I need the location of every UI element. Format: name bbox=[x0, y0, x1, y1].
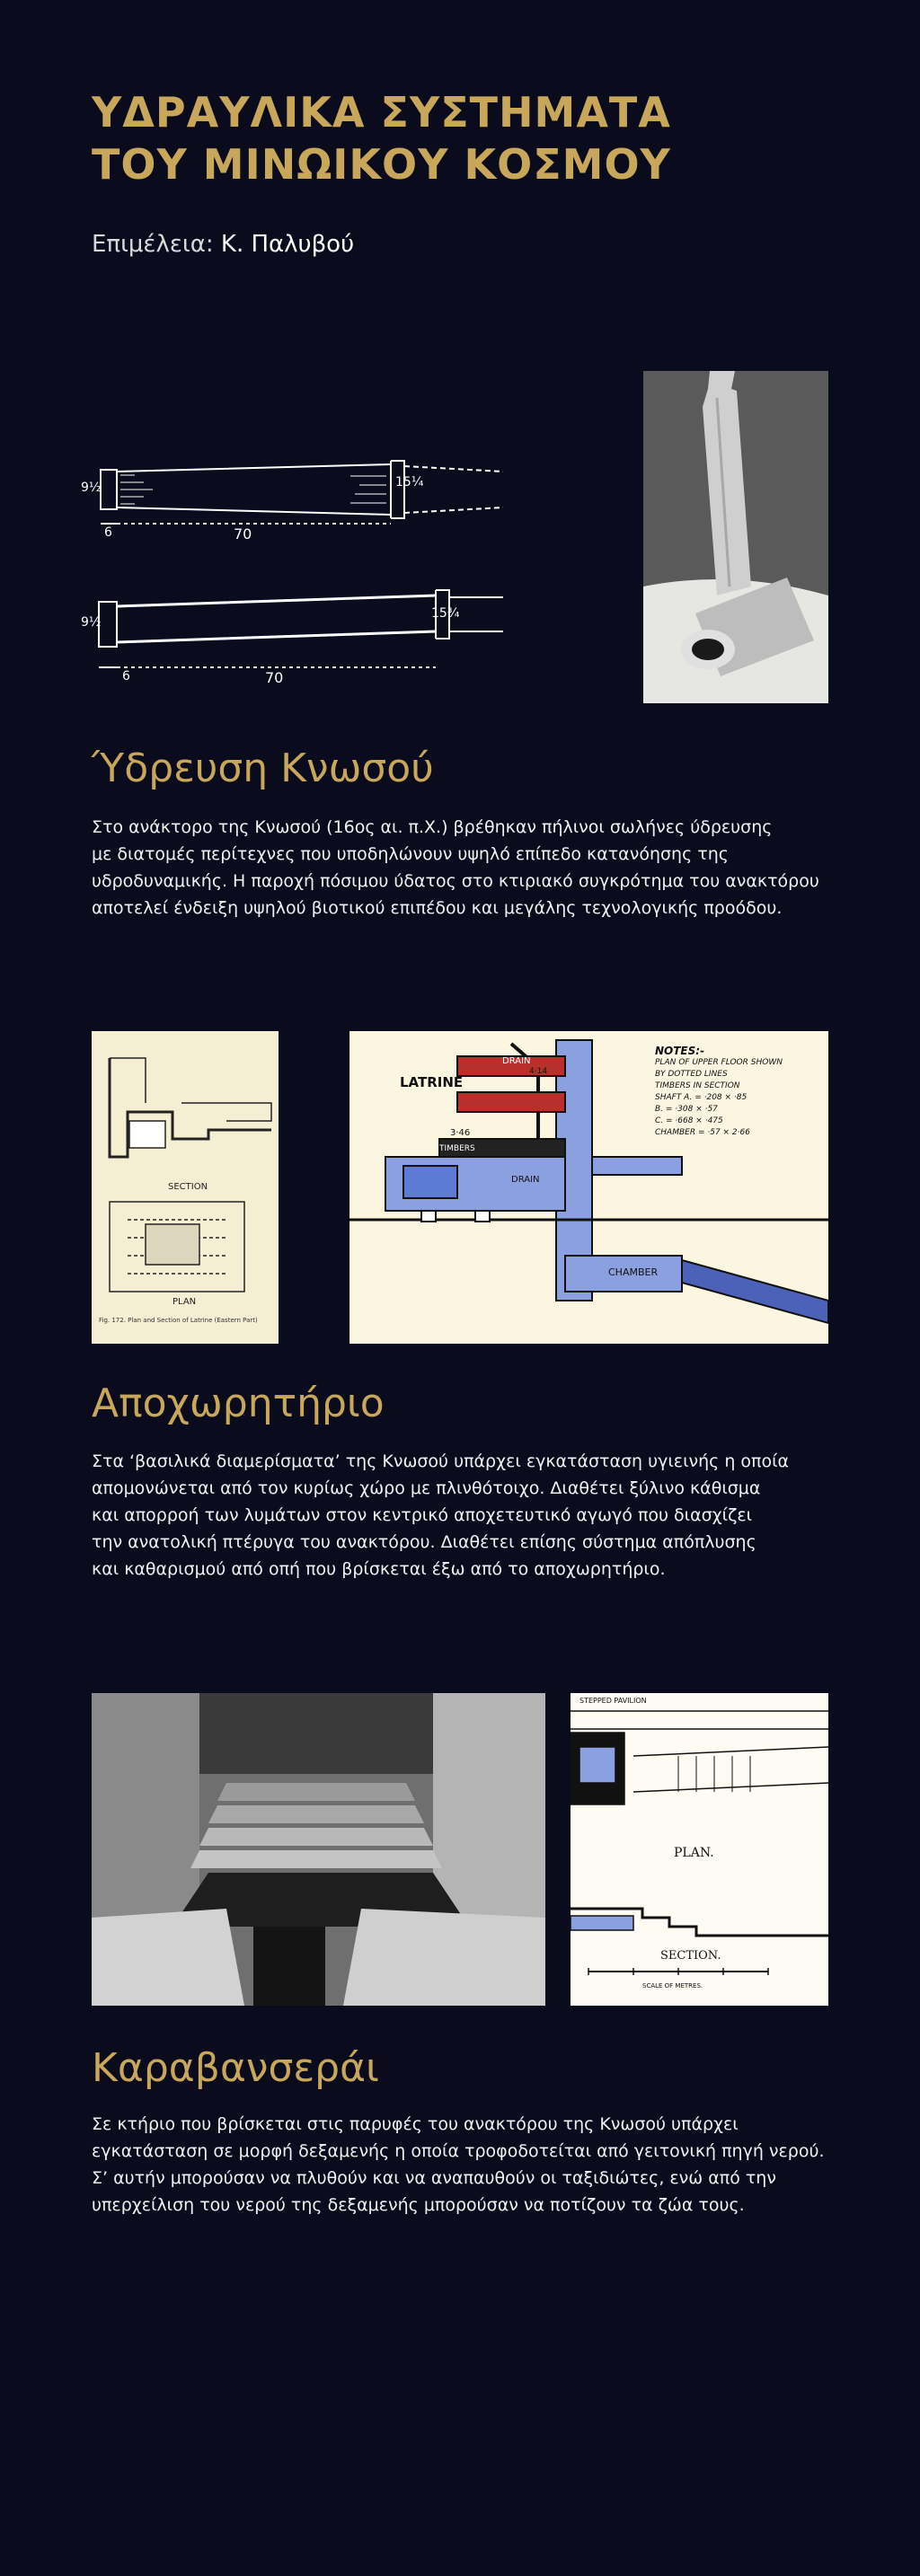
dim-offset-top: 6 bbox=[104, 525, 112, 540]
drawing-notes bbox=[655, 1045, 826, 1139]
figure-caption: Fig. 172. Plan and Section of Latrine (Eastern Part) bbox=[99, 1317, 258, 1324]
clay-pipe-photo bbox=[643, 371, 828, 703]
dim-left-bottom: 9½ bbox=[81, 615, 102, 630]
editor-name: Κ. Παλυβού bbox=[220, 231, 355, 258]
text-line: με διατομές περίτεχνες που υποδηλώνουν υψηλό επίπεδο κατανόησης της bbox=[92, 844, 729, 864]
dim-length-bottom: 70 bbox=[265, 669, 284, 686]
text-line: και απορροή των λυμάτων στον κεντρικό αποχετευτικό αγωγό που διασχίζει bbox=[92, 1505, 753, 1525]
label-dimension: 3·46 bbox=[450, 1128, 471, 1138]
label-timbers: TIMBERS bbox=[439, 1144, 475, 1153]
text-line: Στο ανάκτορο της Κνωσού (16ος αι. π.Χ.) βρέθηκαν πήλινοι σωλήνες ύδρευσης bbox=[92, 817, 773, 837]
note-line: SHAFT A. = ·208 × ·85 bbox=[655, 1093, 748, 1102]
note-line: C. = ·668 × ·475 bbox=[655, 1116, 723, 1125]
editor-credit bbox=[92, 231, 354, 258]
dim-offset-bottom: 6 bbox=[122, 669, 130, 684]
note-line: BY DOTTED LINES bbox=[655, 1070, 728, 1079]
notes-title: NOTES:- bbox=[655, 1045, 705, 1057]
label-drain-top: DRAIN bbox=[502, 1056, 531, 1066]
text-line: την ανατολική πτέρυγα του ανακτόρου. Διαθέτει επίσης σύστημα απόπλυσης bbox=[92, 1532, 756, 1552]
editor-label: Επιμέλεια: bbox=[92, 231, 214, 258]
text-line: υδροδυναμικής. Η παροχή πόσιμου ύδατος στο κτιριακό συγκρότημα του ανακτόρου bbox=[92, 871, 819, 891]
note-line: PLAN OF UPPER FLOOR SHOWN bbox=[655, 1058, 783, 1067]
dim-right-bottom: 15¾ bbox=[431, 606, 460, 621]
label-stepped-pavilion: STEPPED PAVILION bbox=[579, 1697, 647, 1705]
text-line: Στα ‘βασιλικά διαμερίσματα’ της Κνωσού υπάρχει εγκατάσταση υγιεινής η οποία bbox=[92, 1451, 790, 1471]
text-line: απομονώνεται από τον κυρίως χώρο με πλινθότοιχο. Διαθέτει ξύλινο κάθισμα bbox=[92, 1478, 761, 1498]
note-line: TIMBERS IN SECTION bbox=[655, 1081, 740, 1090]
title-line-2: ΤΟΥ ΜΙΝΩΙΚΟΥ ΚΟΣΜΟΥ bbox=[92, 140, 671, 189]
label-drain-mid: DRAIN bbox=[511, 1175, 540, 1185]
dim-length-top: 70 bbox=[234, 525, 252, 543]
pipe-cross-section-drawing bbox=[81, 445, 512, 705]
text-line: εγκατάσταση σε μορφή δεξαμενής η οποία τροφοδοτείται από γειτονική πηγή νερού. bbox=[92, 2141, 825, 2161]
caravanserai-plan-drawing bbox=[571, 1693, 828, 2006]
dim-left-top: 9½ bbox=[81, 481, 102, 495]
label-latrine: LATRINE bbox=[400, 1074, 464, 1090]
caravanserai-photo bbox=[92, 1693, 545, 2006]
section-text-water-supply bbox=[92, 814, 837, 922]
note-line: CHAMBER = ·57 × 2·66 bbox=[655, 1128, 750, 1137]
text-line: και καθαρισμού από οπή που βρίσκεται έξω από το αποχωρητήριο. bbox=[92, 1559, 666, 1579]
text-line: Σε κτήριο που βρίσκεται στις παρυφές του ανακτόρου της Κνωσού υπάρχει bbox=[92, 2114, 739, 2134]
label-section: SECTION. bbox=[660, 1949, 721, 1963]
label-section: SECTION bbox=[168, 1182, 208, 1192]
section-heading-caravanserai: Καραβανσεράι bbox=[92, 2045, 379, 2091]
label-chamber: CHAMBER bbox=[608, 1266, 659, 1278]
section-heading-latrine: Αποχωρητήριο bbox=[92, 1381, 385, 1426]
section-heading-water-supply: Ύδρευση Κνωσού bbox=[92, 745, 434, 791]
latrine-section-drawing bbox=[92, 1031, 279, 1344]
section-text-latrine bbox=[92, 1448, 837, 1583]
dim-right-top: 15¼ bbox=[395, 475, 424, 490]
text-line: υπερχείλιση του νερού της δεξαμενής μπορούσαν να ποτίζουν τα ζώα τους. bbox=[92, 2195, 745, 2215]
text-line: Σ’ αυτήν μπορούσαν να πλυθούν και να αναπαυθούν οι ταξιδιώτες, ενώ από την bbox=[92, 2168, 776, 2188]
latrine-drainage-plan bbox=[349, 1031, 828, 1344]
label-scale: SCALE OF METRES. bbox=[642, 1982, 703, 1989]
label-plan: PLAN bbox=[172, 1297, 197, 1307]
label-plan: PLAN. bbox=[674, 1846, 714, 1860]
page-title bbox=[92, 86, 721, 190]
title-line-1: ΥΔΡΑΥΛΙΚΑ ΣΥΣΤΗΜΑΤΑ bbox=[92, 88, 671, 137]
section-text-caravanserai bbox=[92, 2111, 837, 2219]
text-line: αποτελεί ένδειξη υψηλού βιοτικού επιπέδου και μεγάλης τεχνολογικής προόδου. bbox=[92, 898, 783, 918]
label-dim-vertical: 4·14 bbox=[529, 1067, 548, 1076]
note-line: B. = ·308 × ·57 bbox=[655, 1105, 718, 1114]
